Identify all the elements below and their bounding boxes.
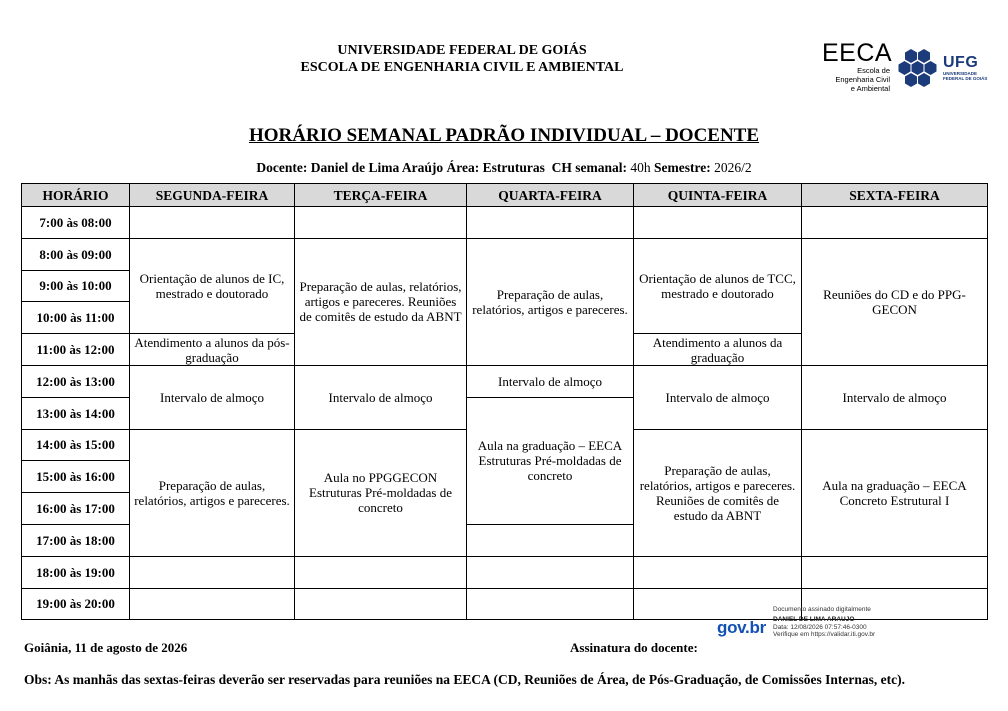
qui-11-cell: Atendimento a alunos da graduação bbox=[634, 334, 802, 366]
schedule-table bbox=[21, 183, 988, 620]
empty-cell bbox=[295, 588, 467, 620]
ufg-logo-line-1: UNIVERSIDADE bbox=[943, 71, 978, 76]
time-slot: 19:00 às 20:00 bbox=[22, 588, 130, 620]
qui-manha-cell: Orientação de alunos de TCC, mestrado e doutorado bbox=[634, 238, 802, 333]
eeca-logo-line-3: e Ambiental bbox=[850, 84, 890, 93]
table-row bbox=[22, 238, 988, 270]
empty-cell bbox=[467, 556, 634, 588]
ufg-hexagon-icon bbox=[897, 47, 941, 93]
ufg-logo bbox=[943, 54, 987, 81]
seg-manha-cell: Orientação de alunos de IC, mestrado e doutorado bbox=[130, 238, 295, 333]
ufg-logo-text: UFG bbox=[943, 54, 979, 71]
ter-manha-cell: Preparação de aulas, relatórios, artigos e pareceres. Reuniões de comitês de estudo da ABNT bbox=[295, 238, 467, 365]
empty-cell bbox=[467, 207, 634, 239]
area-label: Área: bbox=[446, 160, 480, 175]
table-row bbox=[22, 207, 988, 239]
empty-cell bbox=[295, 556, 467, 588]
header-quarta: QUARTA-FEIRA bbox=[467, 184, 634, 207]
sex-almoco-cell: Intervalo de almoço bbox=[802, 365, 988, 429]
eeca-logo bbox=[822, 40, 892, 93]
time-slot: 17:00 às 18:00 bbox=[22, 524, 130, 556]
header-terca: TERÇA-FEIRA bbox=[295, 184, 467, 207]
empty-cell bbox=[634, 556, 802, 588]
ch-label: CH semanal: bbox=[551, 160, 627, 175]
docente-label: Docente: bbox=[256, 160, 308, 175]
time-slot: 8:00 às 09:00 bbox=[22, 238, 130, 270]
page-title: HORÁRIO SEMANAL PADRÃO INDIVIDUAL – DOCENTE bbox=[248, 125, 760, 146]
semestre-label: Semestre: bbox=[654, 160, 711, 175]
university-name: UNIVERSIDADE FEDERAL DE GOIÁS bbox=[337, 43, 587, 58]
docente-info bbox=[0, 160, 1008, 176]
header-segunda: SEGUNDA-FEIRA bbox=[130, 184, 295, 207]
signed-title: Documento assinado digitalmente bbox=[773, 606, 871, 613]
footer-date: Goiânia, 11 de agosto de 2026 bbox=[24, 640, 188, 655]
qui-tarde-cell: Preparação de aulas, relatórios, artigos e pareceres. Reuniões de comitês de estudo da ABNT bbox=[634, 429, 802, 556]
eeca-logo-line-1: Escola de bbox=[857, 66, 890, 75]
ufg-logo-line-2: FEDERAL DE GOIÁS bbox=[943, 76, 988, 81]
time-slot: 13:00 às 14:00 bbox=[22, 397, 130, 429]
empty-cell bbox=[467, 524, 634, 556]
signed-name: DANIEL DE LIMA ARAUJO bbox=[773, 615, 855, 623]
area-value: Estruturas bbox=[482, 160, 545, 175]
sex-tarde-cell: Aula na graduação – EECA Concreto Estrutural I bbox=[802, 429, 988, 556]
table-row bbox=[22, 365, 988, 397]
qua-almoco-cell: Intervalo de almoço bbox=[467, 365, 634, 397]
time-slot: 14:00 às 15:00 bbox=[22, 429, 130, 461]
header-horario: HORÁRIO bbox=[22, 184, 130, 207]
header-sexta: SEXTA-FEIRA bbox=[802, 184, 988, 207]
sex-manha-cell: Reuniões do CD e do PPG-GECON bbox=[802, 238, 988, 365]
empty-cell bbox=[295, 207, 467, 239]
observation-note: Obs: As manhãs das sextas-feiras deverão ser reservadas para reuniões na EECA (CD, Reuniões de Área, de Pós-Graduação, de Comissões Internas, etc). bbox=[24, 672, 905, 687]
seg-almoco-cell: Intervalo de almoço bbox=[130, 365, 295, 429]
time-slot: 18:00 às 19:00 bbox=[22, 556, 130, 588]
signature-info bbox=[773, 605, 875, 639]
docente-name: Daniel de Lima Araújo bbox=[310, 160, 444, 175]
time-slot: 7:00 às 08:00 bbox=[22, 207, 130, 239]
institution-header bbox=[0, 39, 924, 76]
time-slot: 12:00 às 13:00 bbox=[22, 365, 130, 397]
empty-cell bbox=[130, 588, 295, 620]
govbr-logo bbox=[717, 618, 766, 638]
empty-cell bbox=[802, 556, 988, 588]
signed-date: Data: 12/08/2026 07:57:46-0300 bbox=[773, 624, 867, 631]
header-quinta: QUINTA-FEIRA bbox=[634, 184, 802, 207]
seg-11-cell: Atendimento a alunos da pós-graduação bbox=[130, 334, 295, 366]
seg-tarde-cell: Preparação de aulas, relatórios, artigos e pareceres. bbox=[130, 429, 295, 556]
ch-value: 40h bbox=[630, 160, 651, 175]
eeca-logo-line-2: Engenharia Civil bbox=[835, 75, 890, 84]
empty-cell bbox=[467, 588, 634, 620]
empty-cell bbox=[802, 207, 988, 239]
qua-tarde-cell: Aula na graduação – EECA Estruturas Pré-moldadas de concreto bbox=[467, 397, 634, 524]
signature-label: Assinatura do docente: bbox=[570, 640, 698, 655]
empty-cell bbox=[130, 207, 295, 239]
eeca-logo-text: EECA bbox=[822, 39, 893, 67]
table-header-row bbox=[22, 184, 988, 207]
qui-almoco-cell: Intervalo de almoço bbox=[634, 365, 802, 429]
govbr-logo-text: gov.br bbox=[717, 618, 766, 637]
table-row bbox=[22, 556, 988, 588]
qua-manha-cell: Preparação de aulas, relatórios, artigos e pareceres. bbox=[467, 238, 634, 365]
time-slot: 10:00 às 11:00 bbox=[22, 302, 130, 334]
semestre-value: 2026/2 bbox=[714, 160, 752, 175]
time-slot: 11:00 às 12:00 bbox=[22, 334, 130, 366]
time-slot: 15:00 às 16:00 bbox=[22, 461, 130, 493]
empty-cell bbox=[634, 207, 802, 239]
time-slot: 16:00 às 17:00 bbox=[22, 493, 130, 525]
time-slot: 9:00 às 10:00 bbox=[22, 270, 130, 302]
school-name: ESCOLA DE ENGENHARIA CIVIL E AMBIENTAL bbox=[300, 60, 624, 75]
empty-cell bbox=[130, 556, 295, 588]
ter-almoco-cell: Intervalo de almoço bbox=[295, 365, 467, 429]
digital-signature-stamp bbox=[715, 604, 920, 650]
ter-tarde-cell: Aula no PPGGECON Estruturas Pré-moldadas de concreto bbox=[295, 429, 467, 556]
signed-verify: Verifique em https://validar.iti.gov.br bbox=[773, 631, 876, 638]
